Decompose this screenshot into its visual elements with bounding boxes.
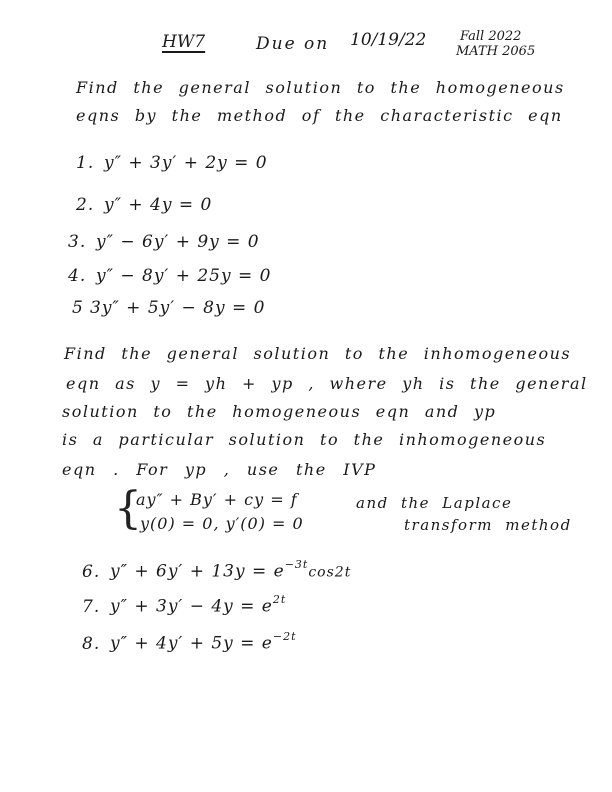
part2-instruction-line5: eqn . For yp , use the IVP — [62, 460, 377, 479]
part1-instruction-line2: eqns by the method of the characteristic eqn — [76, 106, 563, 125]
problem-equation: y″ + 6y′ + 13y = e — [110, 561, 285, 582]
ivp-equation: ay″ + By′ + cy = f — [136, 490, 298, 509]
problem-equation: 3y″ + 5y′ − 8y = 0 — [90, 298, 266, 318]
system-brace: { — [114, 483, 142, 534]
problem-number: 1. — [76, 153, 95, 173]
part2-instruction-line1: Find the general solution to the inhomogeneous — [64, 344, 572, 363]
problem-1 — [76, 153, 268, 173]
problem-equation: y″ + 3y′ + 2y = 0 — [104, 153, 268, 173]
method-note-line1: and the Laplace — [356, 494, 513, 512]
problem-equation: y″ − 8y′ + 25y = 0 — [96, 266, 272, 286]
problem-exponent: 2t — [272, 593, 287, 606]
problem-number: 7. — [82, 596, 101, 617]
part1-instruction-line1: Find the general solution to the homogeneous — [76, 78, 565, 97]
homework-title: HW7 — [162, 32, 206, 52]
problem-5 — [72, 298, 265, 318]
problem-7 — [82, 595, 286, 617]
problem-number: 5 — [72, 298, 84, 318]
problem-equation: y″ + 4y = 0 — [104, 195, 213, 215]
ivp-initial-conditions: y(0) = 0, y′(0) = 0 — [140, 514, 304, 533]
problem-equation: y″ + 3y′ − 4y = e — [110, 596, 273, 617]
part2-instruction-line3: solution to the homogeneous eqn and yp — [62, 402, 497, 421]
method-note-line2: transform method — [404, 516, 572, 534]
problem-6 — [82, 560, 351, 582]
part2-instruction-line4: is a particular solution to the inhomogeneous — [62, 430, 547, 449]
problem-equation: y″ − 6y′ + 9y = 0 — [96, 232, 260, 252]
problem-number: 8. — [82, 633, 101, 654]
problem-tail: cos2t — [308, 564, 352, 581]
problem-number: 2. — [76, 195, 95, 215]
problem-equation: y″ + 4y′ + 5y = e — [110, 633, 273, 654]
part2-instruction-line2: eqn as y = yh + yp , where yh is the general — [66, 374, 588, 393]
problem-3 — [68, 232, 260, 252]
problem-exponent: −2t — [272, 630, 297, 643]
problem-4 — [68, 266, 271, 286]
problem-exponent: −3t — [284, 558, 309, 571]
term-label: Fall 2022 — [460, 29, 522, 44]
course-label: MATH 2065 — [456, 44, 536, 59]
problem-number: 6. — [82, 561, 101, 582]
due-date: 10/19/22 — [350, 30, 427, 50]
problem-8 — [82, 632, 297, 654]
problem-2 — [76, 195, 212, 215]
due-label: Due on — [256, 34, 330, 54]
problem-number: 3. — [68, 232, 87, 252]
problem-number: 4. — [68, 266, 87, 286]
